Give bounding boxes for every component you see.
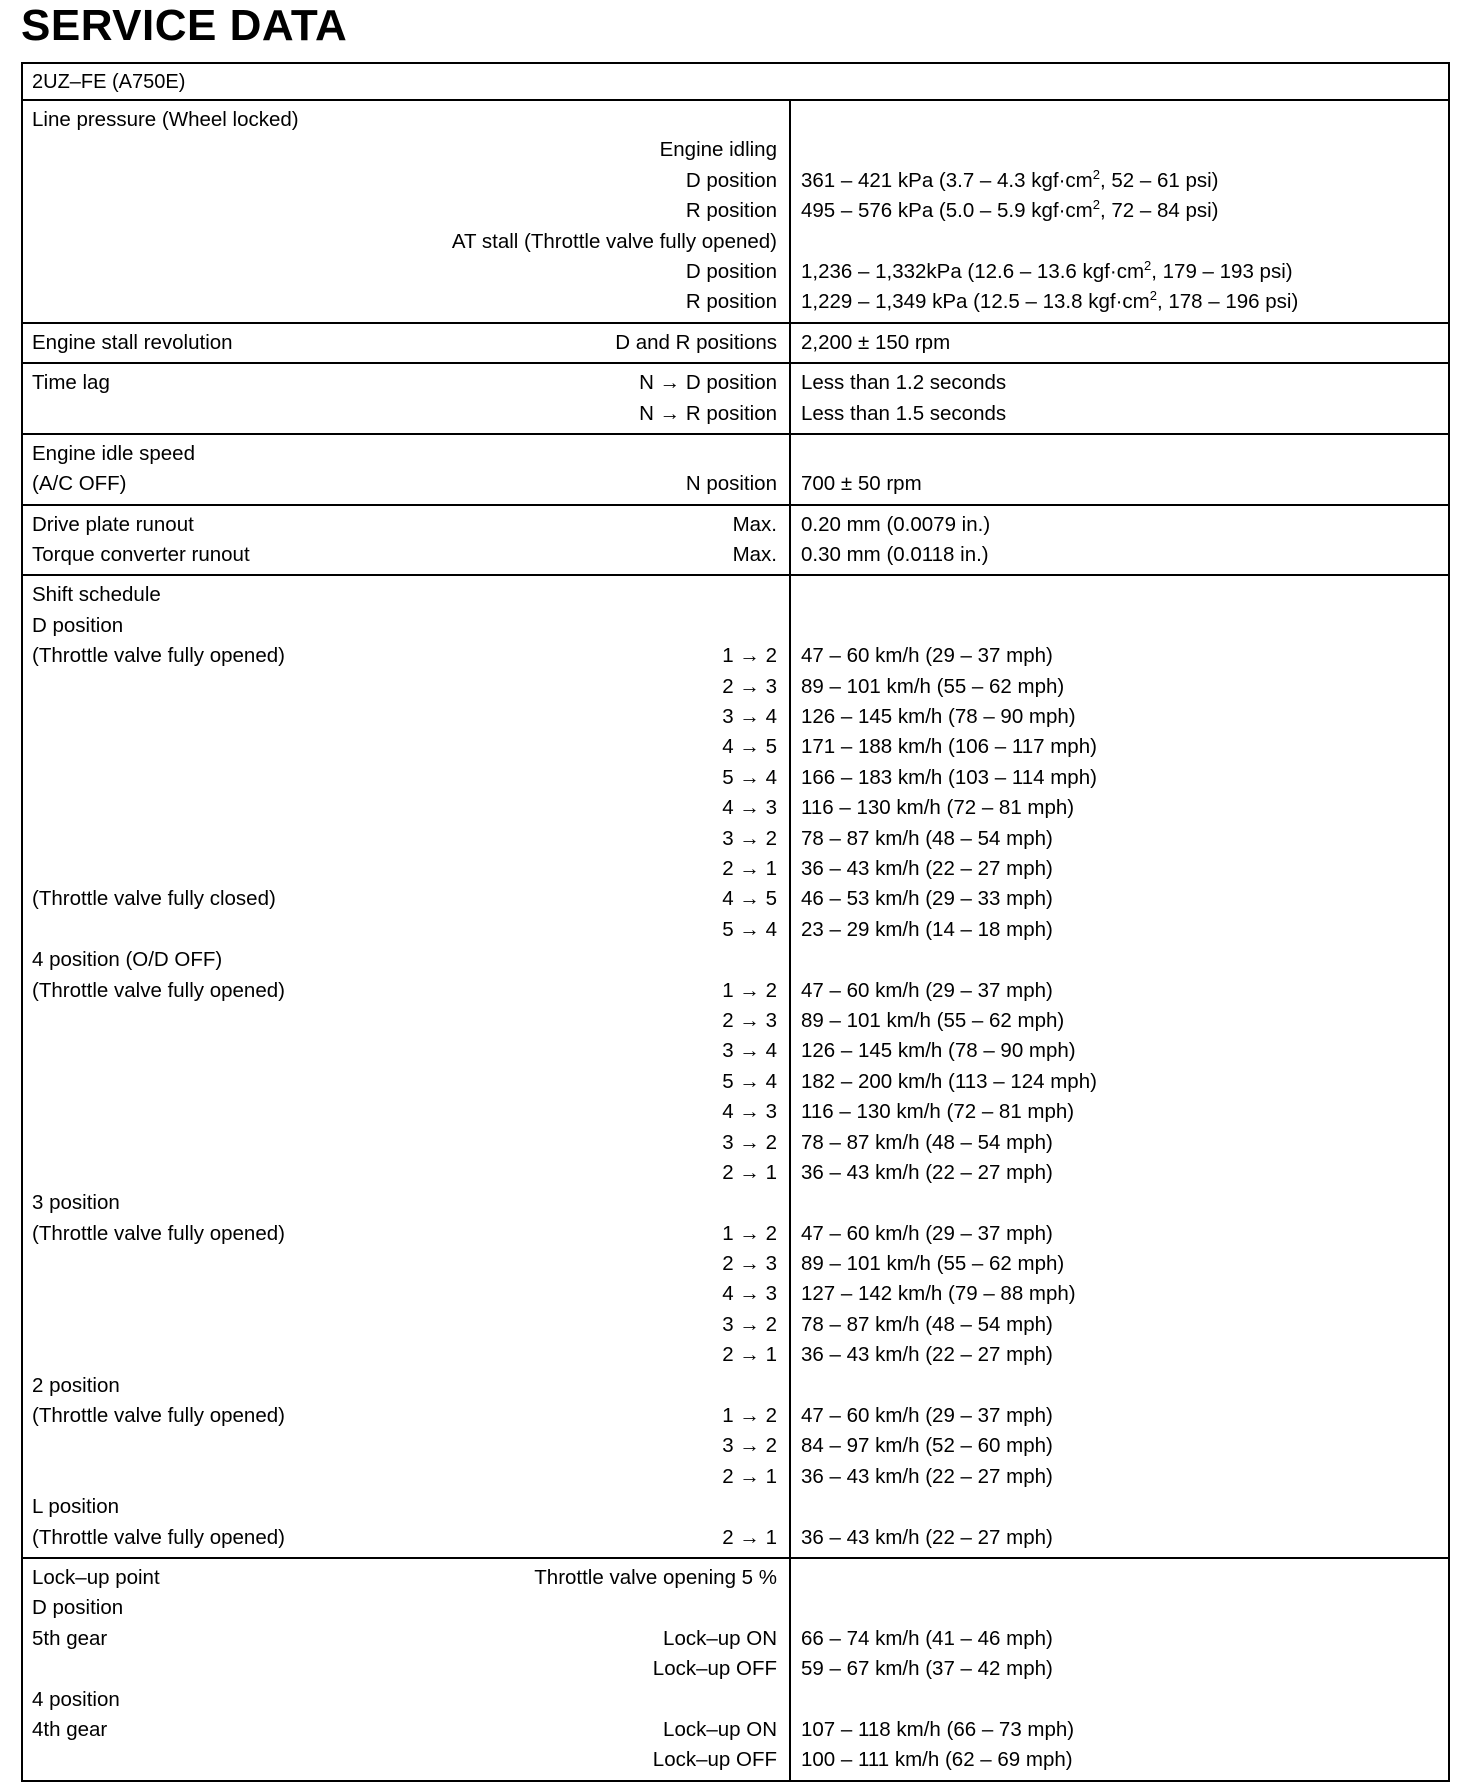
spec-row [32,257,777,287]
spec-condition-label: 1 → 2 [722,1221,777,1245]
spec-value: 127 – 142 km/h (79 – 88 mph) [801,1282,1076,1306]
spec-row [32,1624,777,1654]
spec-condition-label: Max. [732,543,777,567]
spec-row [32,793,777,823]
spec-condition-label: D position [685,259,777,283]
spec-row [32,763,777,793]
spec-item-label: 2 position [32,1373,120,1397]
spec-value: Less than 1.2 seconds [801,371,1007,395]
spec-condition-label: 1 → 2 [722,978,777,1002]
spec-row [32,580,777,610]
spec-value [801,1593,1438,1623]
spec-value: 36 – 43 km/h (22 – 27 mph) [801,1160,1053,1184]
spec-row [32,1462,777,1492]
spec-value: 116 – 130 km/h (72 – 81 mph) [801,796,1075,820]
spec-value [801,105,1438,135]
spec-value [801,1188,1438,1218]
spec-condition-label: 4 → 3 [722,1282,777,1306]
spec-value: 126 – 145 km/h (78 – 90 mph) [801,1039,1076,1063]
spec-item-label: Engine idle speed [32,441,195,465]
spec-value [801,439,1438,469]
spec-row [32,1188,777,1218]
spec-row [32,672,777,702]
spec-row [32,1523,777,1553]
spec-value: 182 – 200 km/h (113 – 124 mph) [801,1069,1097,1093]
spec-row [32,884,777,914]
spec-value: 47 – 60 km/h (29 – 37 mph) [801,644,1053,668]
spec-value: 1,229 – 1,349 kPa (12.5 – 13.8 $kgf\cdot cm^2$, 178 – 196 psi) [801,288,1299,314]
spec-item-column [23,324,791,362]
spec-section [23,364,1448,435]
spec-item-label: D position [32,613,124,637]
spec-row [32,1685,777,1715]
spec-row [32,732,777,762]
spec-value: Less than 1.5 seconds [801,401,1007,425]
spec-condition-label: D and R positions [615,330,777,354]
spec-row [32,1310,777,1340]
spec-value: 46 – 53 km/h (29 – 33 mph) [801,887,1053,911]
spec-row [32,1158,777,1188]
spec-item-column [23,1559,791,1780]
spec-section [23,506,1448,577]
spec-item-label: 4 position [32,1687,120,1711]
table-body [23,101,1448,1780]
spec-value: 89 – 101 km/h (55 – 62 mph) [801,1008,1065,1032]
spec-condition-label: 4 → 5 [722,735,777,759]
spec-value: 23 – 29 km/h (14 – 18 mph) [801,917,1053,941]
spec-condition-label: 3 → 4 [722,705,777,729]
spec-value: 700 ± 50 rpm [801,472,922,496]
spec-value: 66 – 74 km/h (41 – 46 mph) [801,1626,1053,1650]
spec-value: 495 – 576 kPa (5.0 – 5.9 $kgf\cdot cm^2$, 72 – 84 psi) [801,197,1219,223]
spec-row [32,1492,777,1522]
spec-value: 36 – 43 km/h (22 – 27 mph) [801,856,1053,880]
spec-value [801,1371,1438,1401]
table-header: 2UZ–FE (A750E) [23,64,1448,101]
spec-value: 89 – 101 km/h (55 – 62 mph) [801,674,1065,698]
spec-value: 100 – 111 km/h (62 – 69 mph) [801,1748,1073,1772]
spec-value-column [791,576,1448,1557]
spec-item-column [23,101,791,322]
spec-condition-label: 3 → 4 [722,1039,777,1063]
spec-row [32,1249,777,1279]
spec-item-label: 3 position [32,1191,120,1215]
spec-row [32,1431,777,1461]
spec-condition-label: 2 → 1 [722,1343,777,1367]
spec-value: 36 – 43 km/h (22 – 27 mph) [801,1464,1053,1488]
spec-section [23,435,1448,506]
spec-value: 47 – 60 km/h (29 – 37 mph) [801,978,1053,1002]
spec-row [32,510,777,540]
spec-row [32,1715,777,1745]
spec-item-label: (Throttle valve fully opened) [32,978,285,1002]
spec-item-label: (A/C OFF) [32,472,127,496]
spec-item-column [23,506,791,575]
spec-value: 171 – 188 km/h (106 – 117 mph) [801,735,1097,759]
spec-row [32,540,777,570]
spec-row [32,1371,777,1401]
spec-value [801,1492,1438,1522]
spec-item-label: Engine stall revolution [32,330,233,354]
spec-condition-label: 3 → 2 [722,1434,777,1458]
spec-condition-label: 2 → 3 [722,674,777,698]
spec-condition-label: 4 → 5 [722,887,777,911]
spec-item-label: (Throttle valve fully opened) [32,644,285,668]
spec-item-label: (Throttle valve fully opened) [32,1525,285,1549]
spec-item-label: (Throttle valve fully closed) [32,887,276,911]
spec-row [32,1745,777,1775]
spec-item-label: (Throttle valve fully opened) [32,1221,285,1245]
spec-value: 166 – 183 km/h (103 – 114 mph) [801,765,1097,789]
spec-row [32,1279,777,1309]
spec-item-label: L position [32,1495,119,1519]
spec-value-column [791,101,1448,322]
spec-value: 84 – 97 km/h (52 – 60 mph) [801,1434,1053,1458]
spec-condition-label: AT stall (Throttle valve fully opened) [451,229,777,253]
spec-row [32,1067,777,1097]
spec-condition-label: Throttle valve opening 5 % [534,1565,777,1589]
spec-item-label: Torque converter runout [32,543,250,567]
spec-value [801,580,1438,610]
spec-condition-label: 2 → 3 [722,1252,777,1276]
spec-item-label: (Throttle valve fully opened) [32,1404,285,1428]
spec-condition-label: 5 → 4 [722,1069,777,1093]
spec-item-label: Lock–up point [32,1565,160,1589]
spec-row [32,439,777,469]
spec-value [801,1563,1438,1593]
spec-value: 0.20 mm (0.0079 in.) [801,512,991,536]
spec-row [32,1401,777,1431]
spec-value: 107 – 118 km/h (66 – 73 mph) [801,1717,1075,1741]
spec-condition-label: 5 → 4 [722,765,777,789]
spec-value [801,135,1438,165]
spec-row [32,368,777,398]
spec-row [32,328,777,358]
spec-value: 59 – 67 km/h (37 – 42 mph) [801,1657,1053,1681]
spec-item-column [23,364,791,433]
spec-row [32,824,777,854]
spec-row [32,1128,777,1158]
spec-row [32,469,777,499]
spec-condition-label: 1 → 2 [722,1404,777,1428]
spec-condition-label: 3 → 2 [722,826,777,850]
spec-value [801,227,1438,257]
spec-value [801,1685,1438,1715]
spec-row [32,135,777,165]
spec-condition-label: 4 → 3 [722,1100,777,1124]
spec-row [32,1340,777,1370]
spec-value: 78 – 87 km/h (48 – 54 mph) [801,1130,1053,1154]
service-data-table [21,62,1450,1782]
spec-condition-label: 2 → 1 [722,856,777,880]
spec-condition-label: Lock–up ON [663,1717,777,1741]
spec-condition-label: Lock–up OFF [652,1657,777,1681]
spec-value: 0.30 mm (0.0118 in.) [801,543,989,567]
spec-row [32,1593,777,1623]
spec-value: 47 – 60 km/h (29 – 37 mph) [801,1221,1053,1245]
spec-condition-label: 5 → 4 [722,917,777,941]
spec-row [32,105,777,135]
spec-row [32,196,777,226]
spec-condition-label: Engine idling [659,138,777,162]
spec-condition-label: 2 → 1 [722,1464,777,1488]
spec-item-label: 4 position (O/D OFF) [32,948,223,972]
spec-row [32,227,777,257]
spec-row [32,1097,777,1127]
spec-row [32,166,777,196]
spec-condition-label: 2 → 3 [722,1008,777,1032]
spec-row [32,1654,777,1684]
page-title: SERVICE DATA [21,1,348,50]
spec-item-label: Shift schedule [32,583,161,607]
spec-value-column [791,506,1448,575]
spec-row [32,854,777,884]
spec-row [32,945,777,975]
spec-value [801,611,1438,641]
spec-condition-label: R position [685,290,777,314]
spec-value-column [791,1559,1448,1780]
spec-condition-label: N → R position [639,401,777,425]
spec-section [23,1559,1448,1780]
spec-condition-label: 4 → 3 [722,796,777,820]
spec-row [32,976,777,1006]
spec-item-column [23,435,791,504]
spec-item-label: 5th gear [32,1626,108,1650]
spec-value: 361 – 421 kPa (3.7 – 4.3 $kgf\cdot cm^2$, 52 – 61 psi) [801,166,1219,192]
spec-value-column [791,364,1448,433]
spec-condition-label: N position [685,472,777,496]
spec-value [801,945,1438,975]
spec-item-label: Time lag [32,371,110,395]
spec-condition-label: 1 → 2 [722,644,777,668]
spec-value: 47 – 60 km/h (29 – 37 mph) [801,1404,1053,1428]
spec-row [32,287,777,317]
spec-condition-label: Lock–up ON [663,1626,777,1650]
spec-condition-label: R position [685,199,777,223]
spec-item-label: 4th gear [32,1717,108,1741]
spec-condition-label: 2 → 1 [722,1160,777,1184]
spec-value: 36 – 43 km/h (22 – 27 mph) [801,1525,1053,1549]
spec-value: 126 – 145 km/h (78 – 90 mph) [801,705,1076,729]
spec-condition-label: 3 → 2 [722,1312,777,1336]
spec-value: 78 – 87 km/h (48 – 54 mph) [801,1312,1053,1336]
spec-section [23,101,1448,324]
spec-row [32,1036,777,1066]
spec-row [32,1563,777,1593]
spec-section [23,324,1448,364]
spec-row [32,702,777,732]
spec-condition-label: Max. [732,512,777,536]
spec-value: 1,236 – 1,332kPa (12.6 – 13.6 $kgf\cdot cm^2$, 179 – 193 psi) [801,257,1293,283]
spec-row [32,1006,777,1036]
spec-row [32,915,777,945]
spec-condition-label: Lock–up OFF [652,1748,777,1772]
spec-value: 36 – 43 km/h (22 – 27 mph) [801,1343,1053,1367]
spec-row [32,641,777,671]
spec-section [23,576,1448,1559]
spec-condition-label: D position [685,168,777,192]
spec-row [32,399,777,429]
spec-item-column [23,576,791,1557]
spec-row [32,611,777,641]
spec-value: 2,200 ± 150 rpm [801,330,951,354]
spec-value: 89 – 101 km/h (55 – 62 mph) [801,1252,1065,1276]
spec-item-label: Drive plate runout [32,512,194,536]
spec-value: 78 – 87 km/h (48 – 54 mph) [801,826,1053,850]
spec-item-label: Line pressure (Wheel locked) [32,108,299,131]
spec-condition-label: 3 → 2 [722,1130,777,1154]
spec-condition-label: 2 → 1 [722,1525,777,1549]
spec-value-column [791,435,1448,504]
spec-value: 116 – 130 km/h (72 – 81 mph) [801,1100,1075,1124]
spec-value-column [791,324,1448,362]
spec-row [32,1219,777,1249]
spec-condition-label: N → D position [639,371,777,395]
spec-item-label: D position [32,1596,124,1620]
